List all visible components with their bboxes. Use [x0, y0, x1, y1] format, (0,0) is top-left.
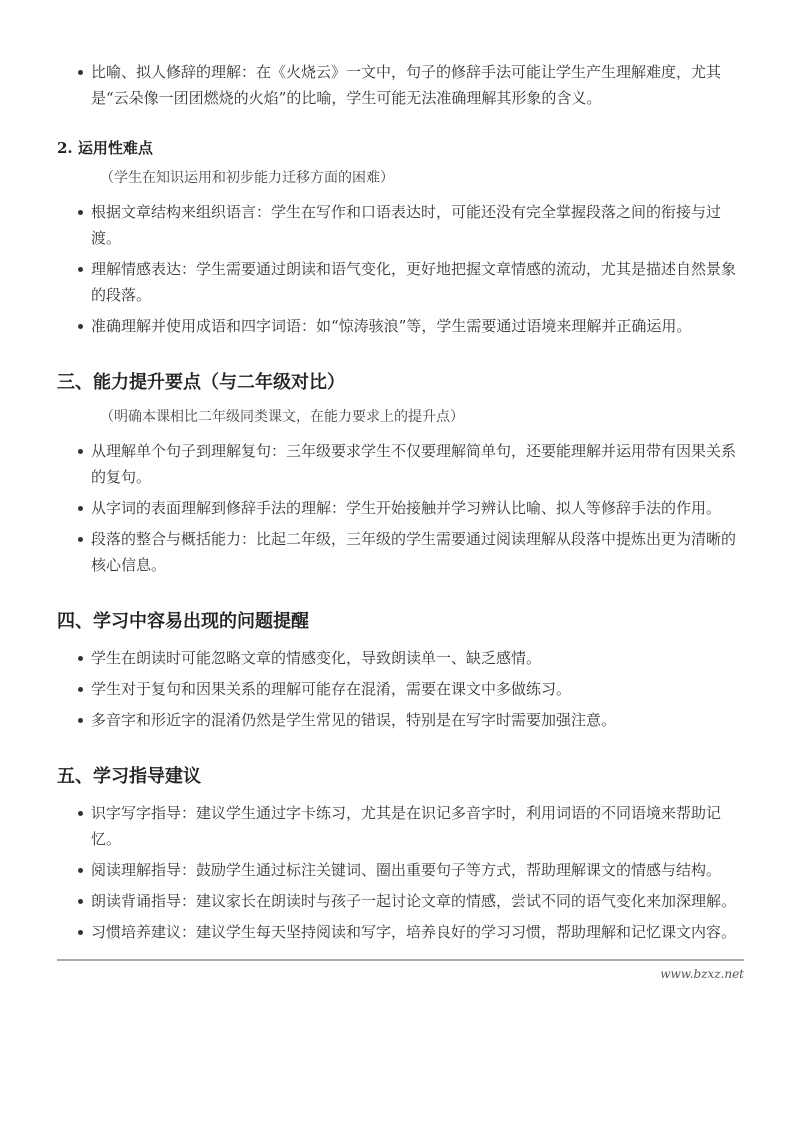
- bullet-list-guidance: [57, 800, 744, 945]
- bullet-list-application: [57, 199, 744, 339]
- list-item: 从理解单个句子到理解复句：三年级要求学生不仅要理解简单句，还要能理解并运用带有因果关系的复句。: [78, 438, 744, 490]
- bullet-list-problems: [57, 645, 744, 733]
- list-item: 识字写字指导：建议学生通过字卡练习，尤其是在识记多音字时，利用词语的不同语境来帮助记忆。: [78, 800, 744, 852]
- list-item: 段落的整合与概括能力：比起二年级，三年级的学生需要通过阅读理解从段落中提炼出更为清晰的核心信息。: [78, 526, 744, 578]
- subsection-note: （学生在知识运用和初步能力迁移方面的困难）: [100, 170, 394, 186]
- list-item: 从字词的表面理解到修辞手法的理解：学生开始接触并学习辨认比喻、拟人等修辞手法的作用。: [78, 495, 744, 521]
- section-heading: 五、学习指导建议: [57, 766, 201, 787]
- list-item: 学生在朗读时可能忽略文章的情感变化，导致朗读单一、缺乏感情。: [78, 645, 744, 671]
- list-item: 学生对于复句和因果关系的理解可能存在混淆，需要在课文中多做练习。: [78, 676, 744, 702]
- list-item: 习惯培养建议：建议学生每天坚持阅读和写字，培养良好的学习习惯，帮助理解和记忆课文内容。: [78, 919, 744, 945]
- list-item: 比喻、拟人修辞的理解：在《火烧云》一文中，句子的修辞手法可能让学生产生理解难度，尤其是“云朵像一团团燃烧的火焰”的比喻，学生可能无法准确理解其形象的含义。: [78, 59, 744, 111]
- spacer: [57, 738, 744, 764]
- subsection-title: 2. 运用性难点: [57, 139, 153, 157]
- spacer: [57, 583, 744, 609]
- list-item: 理解情感表达：学生需要通过朗读和语气变化，更好地把握文章情感的流动，尤其是描述自然景象的段落。: [78, 256, 744, 308]
- footer-divider: [57, 959, 744, 961]
- section-heading: 三、能力提升要点（与二年级对比）: [57, 372, 345, 393]
- list-item: 阅读理解指导：鼓励学生通过标注关键词、圈出重要句子等方式，帮助理解课文的情感与结构。: [78, 857, 744, 883]
- list-item: 根据文章结构来组织语言：学生在写作和口语表达时，可能还没有完全掌握段落之间的衔接与过渡。: [78, 199, 744, 251]
- section-note: （明确本课相比二年级同类课文，在能力要求上的提升点）: [100, 409, 464, 425]
- list-item: 多音字和形近字的混淆仍然是学生常见的错误，特别是在写字时需要加强注意。: [78, 707, 744, 733]
- list-item: 准确理解并使用成语和四字词语：如“惊涛骇浪”等，学生需要通过语境来理解并正确运用。: [78, 313, 744, 339]
- bullet-list-comprehension: [57, 59, 744, 111]
- bullet-list-ability: [57, 438, 744, 578]
- spacer: [57, 344, 744, 370]
- list-item: 朗读背诵指导：建议家长在朗读时与孩子一起讨论文章的情感，尝试不同的语气变化来加深理解。: [78, 888, 744, 914]
- section-heading: 四、学习中容易出现的问题提醒: [57, 611, 309, 632]
- footer-url: www.bzxz.net: [660, 967, 744, 981]
